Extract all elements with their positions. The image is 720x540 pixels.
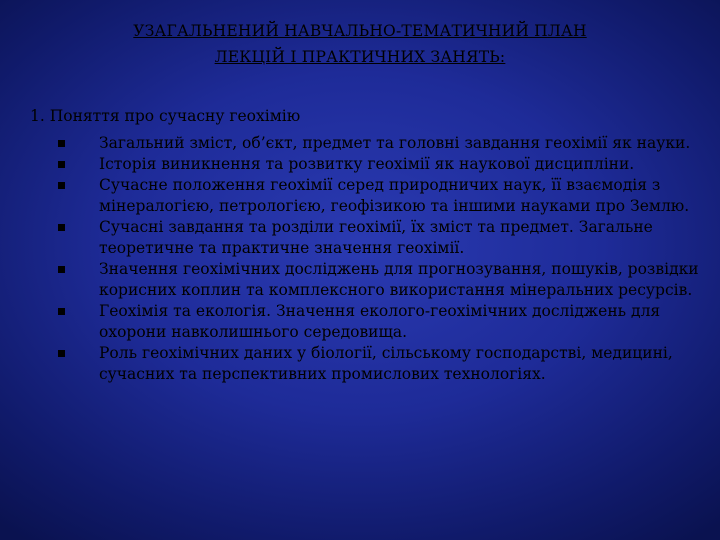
list-item-text: Роль геохімічних даних у біології, сільському господарстві, медицині, сучасних та перспективних промислових технологіях.: [99, 344, 673, 383]
list-item: [0, 175, 720, 217]
square-bullet-icon: [58, 182, 65, 189]
square-bullet-icon: [58, 350, 65, 357]
list-item: [0, 343, 720, 385]
title-line-1: УЗАГАЛЬНЕНИЙ НАВЧАЛЬНО-ТЕМАТИЧНИЙ ПЛАН: [133, 22, 587, 40]
list-item-text: Значення геохімічних досліджень для прогнозування, пошуків, розвідки корисних коплин та комплексного використання мінеральних ресурсів.: [99, 260, 699, 299]
square-bullet-icon: [58, 161, 65, 168]
square-bullet-icon: [58, 224, 65, 231]
list-item-text: Історія виникнення та розвитку геохімії як наукової дисципліни.: [99, 155, 635, 173]
list-item-text: Сучасні завдання та розділи геохімії, їх зміст та предмет. Загальне теоретичне та практичне значення геохімії.: [99, 218, 653, 257]
list-item: [0, 259, 720, 301]
square-bullet-icon: [58, 308, 65, 315]
list-item: [0, 301, 720, 343]
list-item: [0, 133, 720, 154]
square-bullet-icon: [58, 140, 65, 147]
list-item-text: Сучасне положення геохімії серед природничих наук, її взаємодія з мінералогією, петрологією, геофізикою та іншими науками про Землю.: [99, 176, 690, 215]
list-item: [0, 154, 720, 175]
list-item: [0, 217, 720, 259]
square-bullet-icon: [58, 266, 65, 273]
bullet-list: [0, 133, 720, 385]
slide-title: [60, 18, 660, 70]
topic-heading: 1. Поняття про сучасну геохімію: [30, 107, 301, 125]
list-item-text: Геохімія та екологія. Значення еколого-геохімічних досліджень для охорони навколишнього середовища.: [99, 302, 661, 341]
list-item-text: Загальний зміст, об’єкт, предмет та головні завдання геохімії як науки.: [99, 134, 691, 152]
title-line-2: ЛЕКЦІЙ І ПРАКТИЧНИХ ЗАНЯТЬ:: [214, 48, 506, 66]
